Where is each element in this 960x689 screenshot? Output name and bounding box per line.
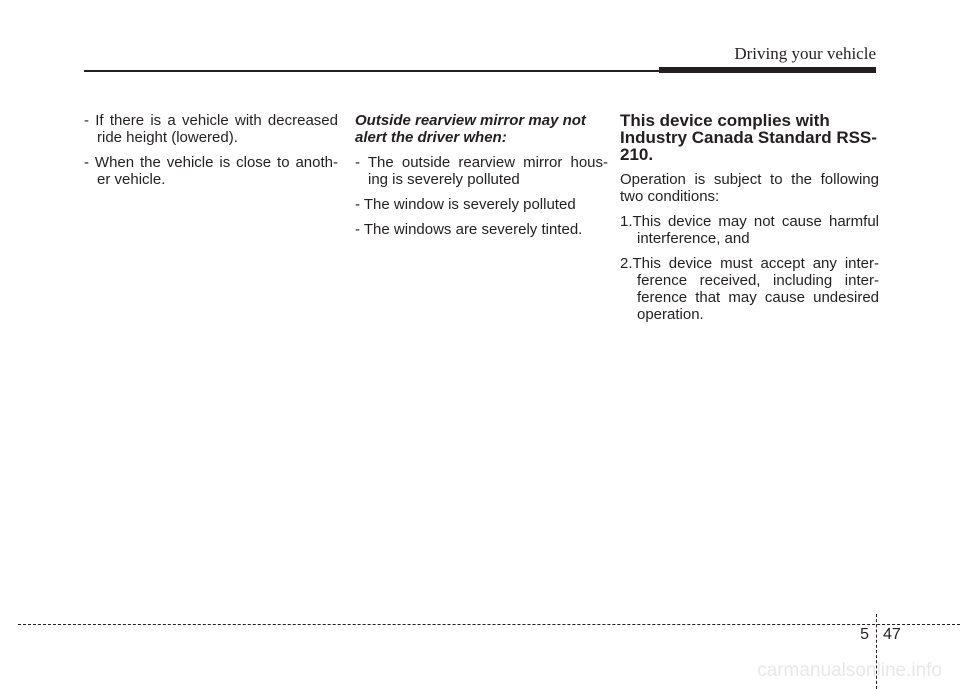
intro-paragraph: Operation is subject to the following two conditions: xyxy=(620,171,879,205)
chapter-number: 5 xyxy=(860,626,869,643)
list-item: - The windows are severely tinted. xyxy=(355,221,583,238)
numbered-item: 1.This device may not cause harmful interference, and xyxy=(620,213,879,247)
section-heading: This device complies with Industry Canada Standard RSS-210. xyxy=(620,111,877,164)
column-left xyxy=(84,112,338,196)
footer-divider xyxy=(18,624,960,625)
column-middle xyxy=(355,112,608,246)
page-header-title: Driving your vehicle xyxy=(734,44,876,63)
header-rule xyxy=(84,70,676,72)
header-rule-accent xyxy=(659,67,876,73)
page-number: 47 xyxy=(883,626,901,643)
section-subheading: Outside rearview mirror may not alert the driver when: xyxy=(355,112,586,146)
column-right xyxy=(620,112,879,331)
numbered-item: 2.This device must accept any inter-ference received, including inter-ference that may cause undesired operation. xyxy=(620,255,879,323)
list-item: - The outside rearview mirror hous-ing is severely polluted xyxy=(355,154,608,188)
watermark: carmanualsonline.info xyxy=(757,660,942,681)
list-item: - The window is severely polluted xyxy=(355,196,576,213)
list-item: - If there is a vehicle with decreased ride height (lowered). xyxy=(84,112,338,146)
list-item: - When the vehicle is close to anoth-er vehicle. xyxy=(84,154,338,188)
